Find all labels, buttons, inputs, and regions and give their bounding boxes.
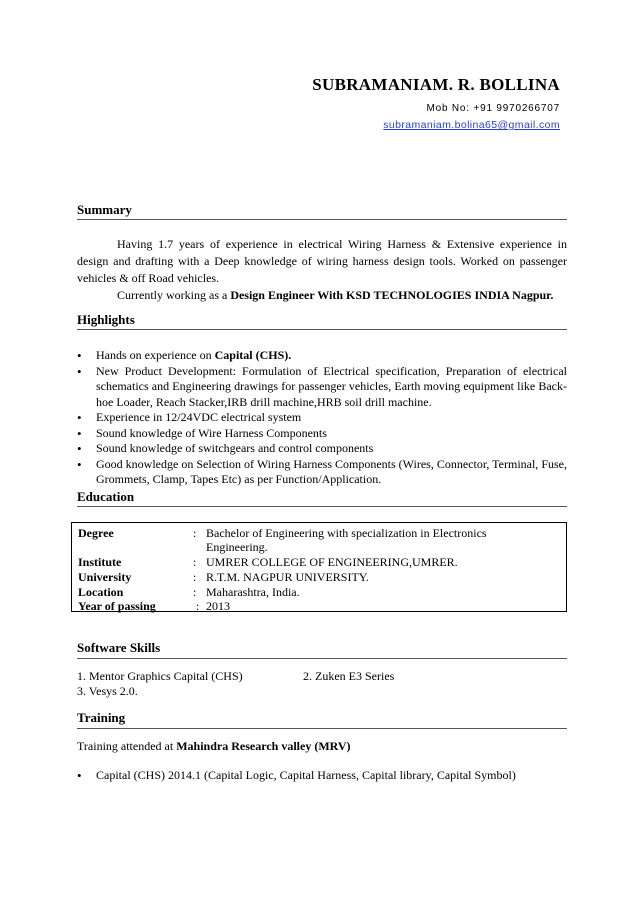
training-course: Capital (CHS) 2014.1 (Capital Logic, Capital Harness, Capital library, Capital Symbol)	[96, 768, 516, 782]
list-item: • Experience in 12/24VDC electrical system	[77, 410, 567, 426]
training-prefix: Training attended at	[77, 739, 177, 753]
training-institute: Mahindra Research valley (MRV)	[176, 739, 351, 753]
list-item: 2. Zuken E3 Series	[303, 669, 395, 683]
email-link[interactable]: subramaniam.bolina65@gmail.com	[383, 119, 560, 131]
section-title-education: Education	[77, 489, 135, 504]
section-divider	[77, 658, 567, 659]
education-table	[71, 522, 567, 612]
highlights-list	[77, 348, 567, 488]
highlight-bold: Capital (CHS).	[214, 348, 292, 362]
education-value: 2013	[206, 599, 230, 613]
education-label: University	[78, 570, 132, 584]
list-item: • Good knowledge on Selection of Wiring Harness Components (Wires, Connector, Terminal, Fuse, Grommets, Clamp, Tapes Etc) as per Function/Application.	[77, 457, 567, 488]
list-item: 3. Vesys 2.0.	[77, 684, 138, 698]
education-value: Bachelor of Engineering with specialization in Electronics Engineering.	[206, 526, 487, 554]
section-title-training: Training	[77, 710, 126, 725]
list-item: • Sound knowledge of Wire Harness Components	[77, 426, 567, 442]
education-label: Degree	[78, 526, 114, 540]
mobile-number	[312, 102, 560, 115]
section-divider	[77, 728, 567, 729]
education-colon: :	[193, 570, 197, 584]
education-label: Year of passing	[78, 599, 156, 613]
education-colon: :	[193, 526, 197, 540]
education-label: Location	[78, 585, 124, 599]
section-divider	[77, 506, 567, 507]
list-item: • New Product Development: Formulation of Electrical specification, Preparation of electrical schematics and Engineering drawings for passenger vehicles, Earth moving equipment like Back-hoe Loader, Reach Stacker,IRB drill machine,HRB soil drill machine.	[77, 364, 567, 411]
current-role-title: Design Engineer With KSD TECHNOLOGIES INDIA Nagpur.	[230, 288, 554, 302]
training-attended	[77, 739, 351, 754]
summary-current-role	[77, 287, 567, 304]
education-colon: :	[193, 585, 197, 599]
education-colon: :	[193, 555, 197, 569]
list-item: 1. Mentor Graphics Capital (CHS)	[77, 669, 243, 683]
section-title-software: Software Skills	[77, 640, 161, 655]
section-divider	[77, 219, 567, 220]
summary-text	[77, 236, 567, 304]
bullet-icon: •	[77, 768, 82, 783]
education-label: Institute	[78, 555, 122, 569]
candidate-name: SUBRAMANIAM. R. BOLLINA	[312, 75, 560, 94]
summary-paragraph: Having 1.7 years of experience in electrical Wiring Harness & Extensive experience in design and drafting with a Deep knowledge of wiring harness design tools. Worked on passenger vehicles & off Road vehicles.	[77, 237, 567, 285]
highlight-text: Hands on experience on	[96, 348, 215, 362]
education-value: R.T.M. NAGPUR UNIVERSITY.	[206, 570, 369, 584]
education-value: Maharashtra, India.	[206, 585, 300, 599]
section-title-highlights: Highlights	[77, 312, 135, 327]
section-title-summary: Summary	[77, 202, 132, 217]
education-value: UMRER COLLEGE OF ENGINEERING,UMRER.	[206, 555, 458, 569]
current-role-prefix: Currently working as a	[117, 288, 231, 302]
list-item	[77, 348, 567, 364]
list-item: • Sound knowledge of switchgears and control components	[77, 441, 567, 457]
education-colon: :	[196, 599, 200, 613]
mobile-label: Mob No:	[426, 103, 474, 114]
resume-header	[312, 74, 560, 132]
mobile-value: +91 9970266707	[473, 103, 560, 114]
section-divider	[77, 329, 567, 330]
